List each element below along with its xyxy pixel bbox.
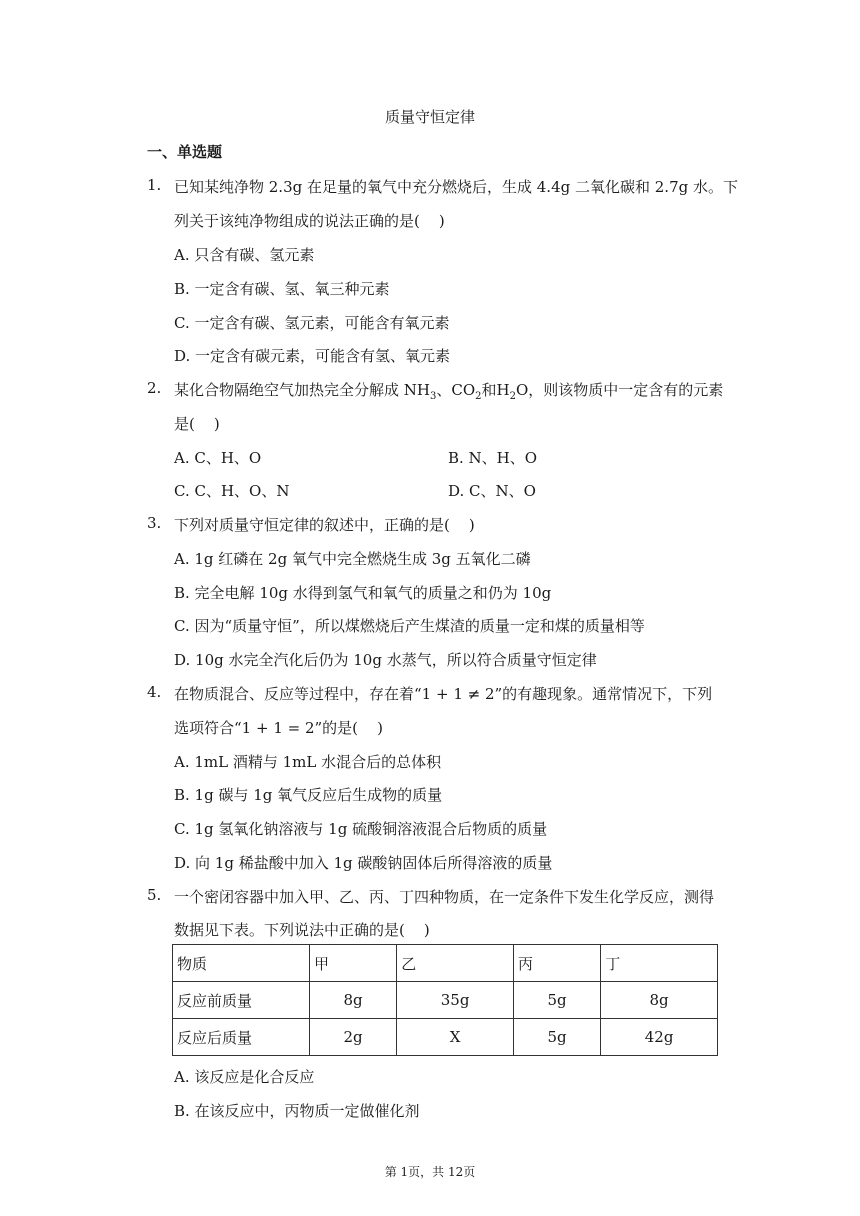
table-row [173, 1019, 718, 1056]
table-header-row [173, 945, 718, 982]
table-cell: 42g [601, 1019, 718, 1056]
question-1-option-b: B. 一定含有碳、氢、氧三种元素 [174, 280, 390, 298]
table-cell: 甲 [310, 945, 397, 982]
question-5-stem-line-1: 一个密闭容器中加入甲、乙、丙、丁四种物质，在一定条件下发生化学反应，测得 [174, 888, 715, 906]
question-4-option-c: C. 1g 氢氧化钠溶液与 1g 硫酸铜溶液混合后物质的质量 [174, 820, 548, 838]
question-3-option-b: B. 完全电解 10g 水得到氢气和氧气的质量之和仍为 10g [174, 584, 552, 602]
document-title: 质量守恒定律 [384, 108, 475, 126]
data-table [172, 944, 718, 1056]
question-4-stem-line-2: 选项符合“1 + 1 = 2”的是( ) [174, 719, 383, 737]
table-cell: 2g [310, 1019, 397, 1056]
question-5-option-b: B. 在该反应中，丙物质一定做催化剂 [174, 1102, 420, 1120]
section-heading: 一、单选题 [147, 143, 223, 161]
question-4-option-d: D. 向 1g 稀盐酸中加入 1g 碳酸钠固体后所得溶液的质量 [174, 854, 553, 872]
question-3-stem-line-1: 下列对质量守恒定律的叙述中，正确的是( ) [174, 516, 475, 534]
table-cell: 5g [513, 982, 600, 1019]
question-1-option-d: D. 一定含有碳元素，可能含有氢、氧元素 [174, 347, 451, 365]
question-4-option-a: A. 1mL 酒精与 1mL 水混合后的总体积 [174, 753, 442, 771]
question-1-stem-line-1: 已知某纯净物 2.3g 在足量的氧气中充分燃烧后，生成 4.4g 二氧化碳和 2.7g 水。下 [174, 178, 738, 196]
q2-text-part: 和H [481, 381, 510, 399]
question-3-number: 3. [147, 514, 162, 532]
table-cell: 丙 [513, 945, 600, 982]
q2-text-part: O，则该物质中一定含有的元素 [515, 381, 724, 399]
question-3-option-a: A. 1g 红磷在 2g 氧气中完全燃烧生成 3g 五氧化二磷 [174, 550, 531, 568]
table-cell: 乙 [397, 945, 514, 982]
table-cell: 反应前质量 [173, 982, 310, 1019]
table-cell: 35g [397, 982, 514, 1019]
table-cell: 反应后质量 [173, 1019, 310, 1056]
subscript: 2 [475, 391, 482, 402]
question-5-option-a: A. 该反应是化合反应 [174, 1068, 315, 1086]
question-5-stem-line-2: 数据见下表。下列说法中正确的是( ) [174, 921, 430, 939]
question-2-option-b: B. N、H、O [448, 449, 538, 467]
question-2-stem-line-1 [174, 379, 723, 402]
table-cell: 物质 [173, 945, 310, 982]
question-1-option-a: A. 只含有碳、氢元素 [174, 246, 315, 264]
question-3-option-c: C. 因为“质量守恒”，所以煤燃烧后产生煤渣的质量一定和煤的质量相等 [174, 617, 645, 635]
question-3-option-d: D. 10g 水完全汽化后仍为 10g 水蒸气，所以符合质量守恒定律 [174, 651, 597, 669]
question-5-number: 5. [147, 886, 162, 904]
question-1-stem-line-2: 列关于该纯净物组成的说法正确的是( ) [174, 212, 445, 230]
page-footer: 第 1页，共 12页 [384, 1165, 476, 1179]
question-1-option-c: C. 一定含有碳、氢元素，可能含有氧元素 [174, 314, 450, 332]
question-4-number: 4. [147, 683, 162, 701]
q2-text-part: 某化合物隔绝空气加热完全分解成 NH [174, 381, 430, 399]
question-2-option-a: A. C、H、O [174, 449, 262, 467]
table-cell: 8g [310, 982, 397, 1019]
table-cell: 8g [601, 982, 718, 1019]
q2-text-part: 、CO [436, 381, 476, 399]
subscript: 3 [429, 391, 437, 402]
question-2-option-d: D. C、N、O [448, 482, 536, 500]
table-cell: X [397, 1019, 514, 1056]
question-2-stem-line-2: 是( ) [174, 415, 220, 433]
question-2-option-c: C. C、H、O、N [174, 482, 290, 500]
table-cell: 5g [513, 1019, 600, 1056]
question-1-number: 1. [147, 176, 162, 194]
question-4-option-b: B. 1g 碳与 1g 氧气反应后生成物的质量 [174, 786, 443, 804]
question-4-stem-line-1: 在物质混合、反应等过程中，存在着“1 + 1 ≠ 2”的有趣现象。通常情况下，下列 [174, 685, 713, 703]
subscript: 2 [509, 391, 516, 402]
question-2-number: 2. [147, 379, 162, 397]
table-row [173, 982, 718, 1019]
table-cell: 丁 [601, 945, 718, 982]
